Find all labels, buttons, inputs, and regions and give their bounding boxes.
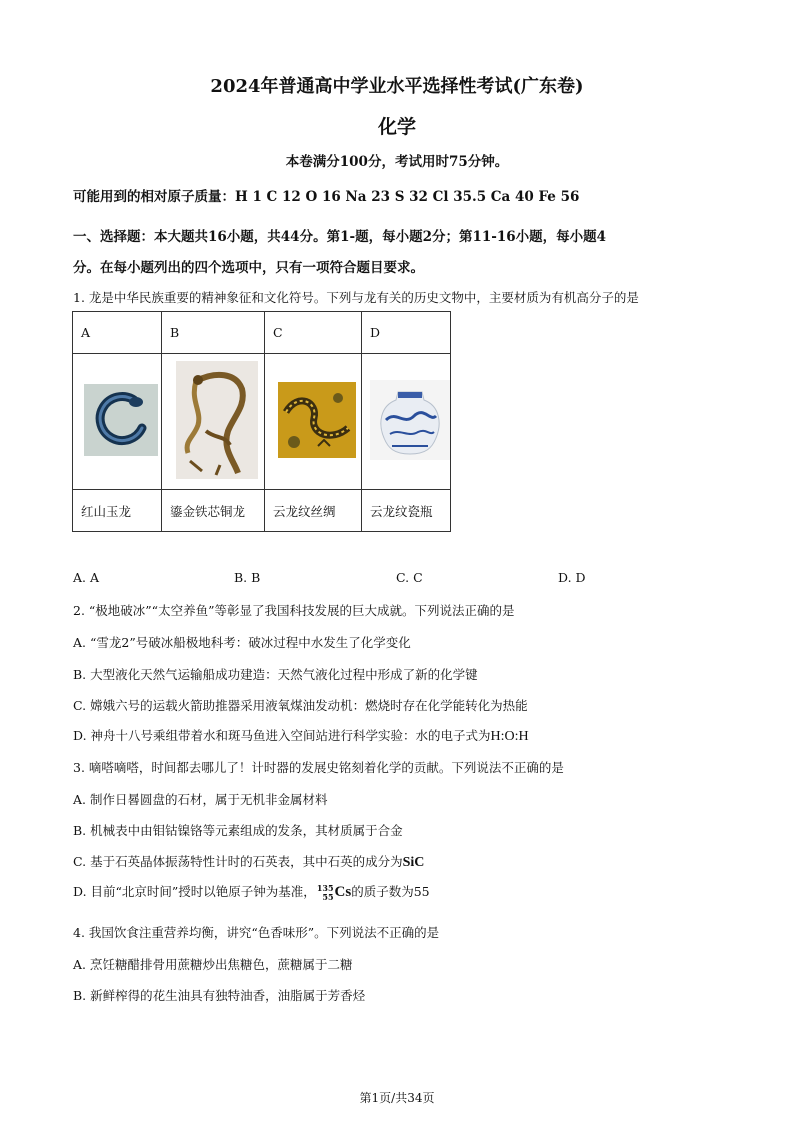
- section-heading-line1: 一、选择题：本大题共16小题，共44分。第1-题，每小题2分；第11-16小题，每小题4: [73, 229, 607, 245]
- question-3-option-c-text: C. 基于石英晶体振荡特性计时的石英表，其中石英的成分为: [73, 854, 403, 869]
- bronze-dragon-image: [176, 361, 258, 479]
- exam-title: 2024年普通高中学业水平选择性考试(广东卷): [210, 76, 584, 97]
- question-3-option-d-tail: 的质子数为55: [351, 884, 430, 899]
- water-electron-formula: H:O:H: [490, 729, 529, 744]
- question-3-option-b: B. 机械表中由钼钴镍铬等元素组成的发条，其材质属于合金: [73, 823, 403, 838]
- option-a-header: A: [73, 312, 162, 354]
- question-4-option-a: A. 烹饪糖醋排骨用蔗糖炒出焦糖色，蔗糖属于二糖: [73, 957, 353, 972]
- question-2-option-c: C. 嫦娥六号的运载火箭助推器采用液氧煤油发动机：燃烧时存在化学能转化为热能: [73, 698, 528, 713]
- answer-b: B. B: [234, 570, 261, 585]
- answer-a: A. A: [73, 570, 100, 585]
- question-2-option-d-text: D. 神舟十八号乘组带着水和斑马鱼进入空间站进行科学实验：水的电子式为: [73, 728, 491, 743]
- question-1-table: [72, 311, 451, 532]
- question-3-option-d-text: D. 目前“北京时间”授时以铯原子钟为基准，: [73, 884, 316, 899]
- exam-note: 本卷满分100分，考试用时75分钟。: [285, 154, 509, 170]
- option-c-caption: 云龙纹丝绸: [265, 490, 362, 532]
- option-d-image-cell: [362, 354, 451, 490]
- question-2-option-a: A. “雪龙2”号破冰船极地科考：破冰过程中水发生了化学变化: [73, 635, 411, 650]
- answer-d: D. D: [558, 570, 586, 585]
- answer-c: C. C: [396, 570, 423, 585]
- question-3-stem: 3. 嘀嗒嘀嗒，时间都去哪儿了！计时器的发展史铭刻着化学的贡献。下列说法不正确的是: [73, 760, 564, 775]
- silk-dragon-image: [278, 382, 356, 458]
- sic-formula: SiC: [402, 855, 425, 870]
- question-2-stem: 2. “极地破冰”“太空养鱼”等彰显了我国科技发展的巨大成就。下列说法正确的是: [73, 603, 515, 618]
- question-2-option-d: [73, 726, 529, 745]
- atomic-mass-line: 可能用到的相对原子质量：H 1 C 12 O 16 Na 23 S 32 Cl 35.5 Ca 40 Fe 56: [73, 189, 580, 205]
- subject-title: 化学: [377, 116, 416, 138]
- porcelain-vase-image: [370, 380, 450, 460]
- cs-symbol: Cs: [334, 884, 352, 900]
- option-a-caption: 红山玉龙: [73, 490, 162, 532]
- cs-nuclide: [317, 884, 334, 902]
- question-3-option-d: [73, 882, 430, 902]
- question-4-stem: 4. 我国饮食注重营养均衡，讲究“色香味形”。下列说法不正确的是: [73, 925, 440, 940]
- question-3-option-c: [73, 852, 424, 871]
- jade-dragon-image: [84, 384, 158, 456]
- question-3-option-a: A. 制作日晷圆盘的石材，属于无机非金属材料: [73, 792, 328, 807]
- option-d-header: D: [362, 312, 451, 354]
- page-footer: 第1页/共34页: [359, 1091, 435, 1105]
- cs-mass-number: 135: [316, 882, 334, 893]
- cs-atomic-number: 55: [322, 891, 334, 902]
- option-b-caption: 鎏金铁芯铜龙: [162, 490, 265, 532]
- option-d-caption: 云龙纹瓷瓶: [362, 490, 451, 532]
- section-heading-line2: 分。在每小题列出的四个选项中，只有一项符合题目要求。: [73, 260, 424, 276]
- question-4-option-b: B. 新鲜榨得的花生油具有独特油香，油脂属于芳香烃: [73, 988, 366, 1003]
- option-c-image-cell: [265, 354, 362, 490]
- question-1-stem: 1. 龙是中华民族重要的精神象征和文化符号。下列与龙有关的历史文物中，主要材质为有机高分子的是: [73, 290, 639, 305]
- question-2-option-b: B. 大型液化天然气运输船成功建造：天然气液化过程中形成了新的化学键: [73, 667, 478, 682]
- option-b-image-cell: [162, 354, 265, 490]
- option-a-image-cell: [73, 354, 162, 490]
- option-c-header: C: [265, 312, 362, 354]
- option-b-header: B: [162, 312, 265, 354]
